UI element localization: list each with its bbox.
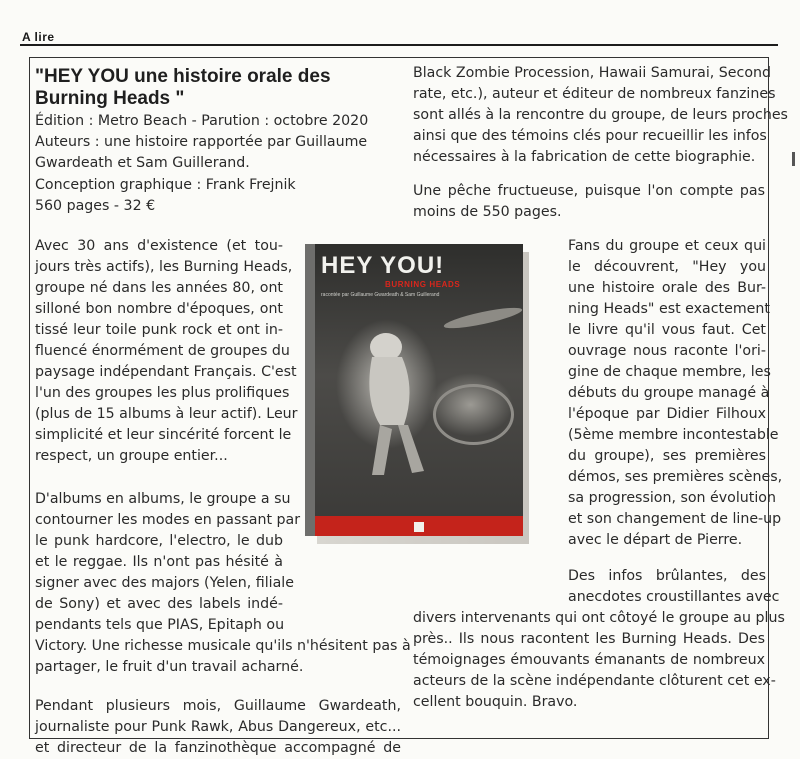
body-line: de Sony) et avec des labels indé- [35,596,283,612]
body-line: sont allés à la rencontre du groupe, de leurs proches [413,107,788,123]
body-line: ning Heads" est exactement [568,301,770,317]
body-line: nécessaires à la fabrication de cette biographie. [413,149,756,165]
body-line: paysage indépendant Français. C'est [35,364,297,380]
section-label: A lire [22,30,55,44]
meta-line: Édition : Metro Beach - Parution : octobre 2020 [35,113,369,129]
body-line: le livre qu'il vous faut. Cet [568,322,766,338]
body-line: acteurs de la scène indépendante clôturent cet ex- [413,673,776,689]
body-line: journaliste pour Punk Rawk, Abus Dangereux, etc... [35,719,401,735]
book-spine [305,244,315,536]
drum-shape [433,384,514,445]
body-line: et le reggae. Ils n'ont pas hésité à [35,554,283,570]
body-line: pendants tels que PIAS, Epitaph ou [35,617,285,633]
meta-line: 560 pages - 32 € [35,198,156,214]
top-rule [20,44,778,46]
body-line: jours très actifs), les Burning Heads, [35,259,293,275]
body-line: groupe né dans les années 80, ont [35,280,283,296]
body-line: démos, ses premières scènes, [568,469,783,485]
body-line: témoignages émouvants émanants de nombreux [413,652,765,668]
body-line: Des infos brûlantes, des [568,568,766,584]
body-line: contourner les modes en passant par [35,512,301,528]
body-line: débuts du groupe managé à [568,385,770,401]
meta-line: Gwardeath et Sam Guillerand. [35,155,250,171]
body-line: Avec 30 ans d'existence (et tou- [35,238,283,254]
body-line: et directeur de la fanzinothèque accompagné de [35,740,401,756]
body-line: rate, etc.), auteur et éditeur de nombreux fanzines [413,86,776,102]
body-line: fluencé énormément de groupes du [35,343,290,359]
body-line: anecdotes croustillantes avec [568,589,780,605]
body-line: le découvrent, "Hey you [568,259,766,275]
body-line: près.. Ils nous racontent les Burning Heads. Des [413,631,765,647]
body-line: Black Zombie Procession, Hawaii Samurai, Second [413,65,772,81]
meta-line: Auteurs : une histoire rapportée par Guillaume [35,134,368,150]
body-line: l'époque par Didier Filhoux [568,406,766,422]
book-cover [313,244,523,536]
article-title: "HEY YOU une histoire orale des Burning Heads " [35,66,331,109]
body-line: Une pêche fructueuse, puisque l'on compte pas [413,183,765,199]
body-line: respect, un groupe entier... [35,448,228,464]
body-line: ainsi que des témoins clés pour recueillir les infos [413,128,767,144]
meta-line: Conception graphique : Frank Frejnik [35,177,296,193]
body-line: le punk hardcore, l'electro, le dub [35,533,283,549]
body-line: gine de chaque membre, les [568,364,771,380]
cymbal-shape [443,304,523,332]
body-line: D'albums en albums, le groupe a su [35,491,291,507]
book-cover-image [305,244,530,546]
body-line: cellent bouquin. Bravo. [413,694,578,710]
body-line: moins de 550 pages. [413,204,562,220]
book-cover-subtitle: BURNING HEADS [385,280,461,289]
body-line: silloné bon nombre d'époques, ont [35,301,283,317]
guitarist-figure [358,329,428,479]
body-line: (5ème membre incontestable [568,427,779,443]
book-cover-title: HEY YOU! [321,252,445,279]
publisher-logo-icon [414,522,424,532]
book-cover-credit: racontée par Guillaume Gwardeath & Sam Guillerand [321,292,440,298]
body-line: tissé leur toile punk rock et ont in- [35,322,283,338]
body-line: simplicité et leur sincérité forcent le [35,427,292,443]
body-line: Victory. Une richesse musicale qu'ils n'hésitent pas à [35,638,411,654]
body-line: du groupe), ses premières [568,448,766,464]
body-line: ouvrage nous raconte l'ori- [568,343,766,359]
body-line: sa progression, son évolution [568,490,776,506]
body-line: divers intervenants qui ont côtoyé le groupe au plus [413,610,785,626]
body-line: et son changement de line-up [568,511,782,527]
body-line: (plus de 15 albums à leur actif). Leur [35,406,298,422]
book-cover-red-band [313,516,523,536]
body-line: avec le départ de Pierre. [568,532,743,548]
body-line: signer avec des majors (Yelen, filiale [35,575,294,591]
body-line: l'un des groupes les plus prolifiques [35,385,290,401]
body-line: Fans du groupe et ceux qui [568,238,766,254]
body-line: une histoire orale des Bur- [568,280,766,296]
body-line: partager, le fruit d'un travail acharné. [35,659,304,675]
body-line: Pendant plusieurs mois, Guillaume Gwardeath, [35,698,401,714]
margin-mark [792,152,795,166]
